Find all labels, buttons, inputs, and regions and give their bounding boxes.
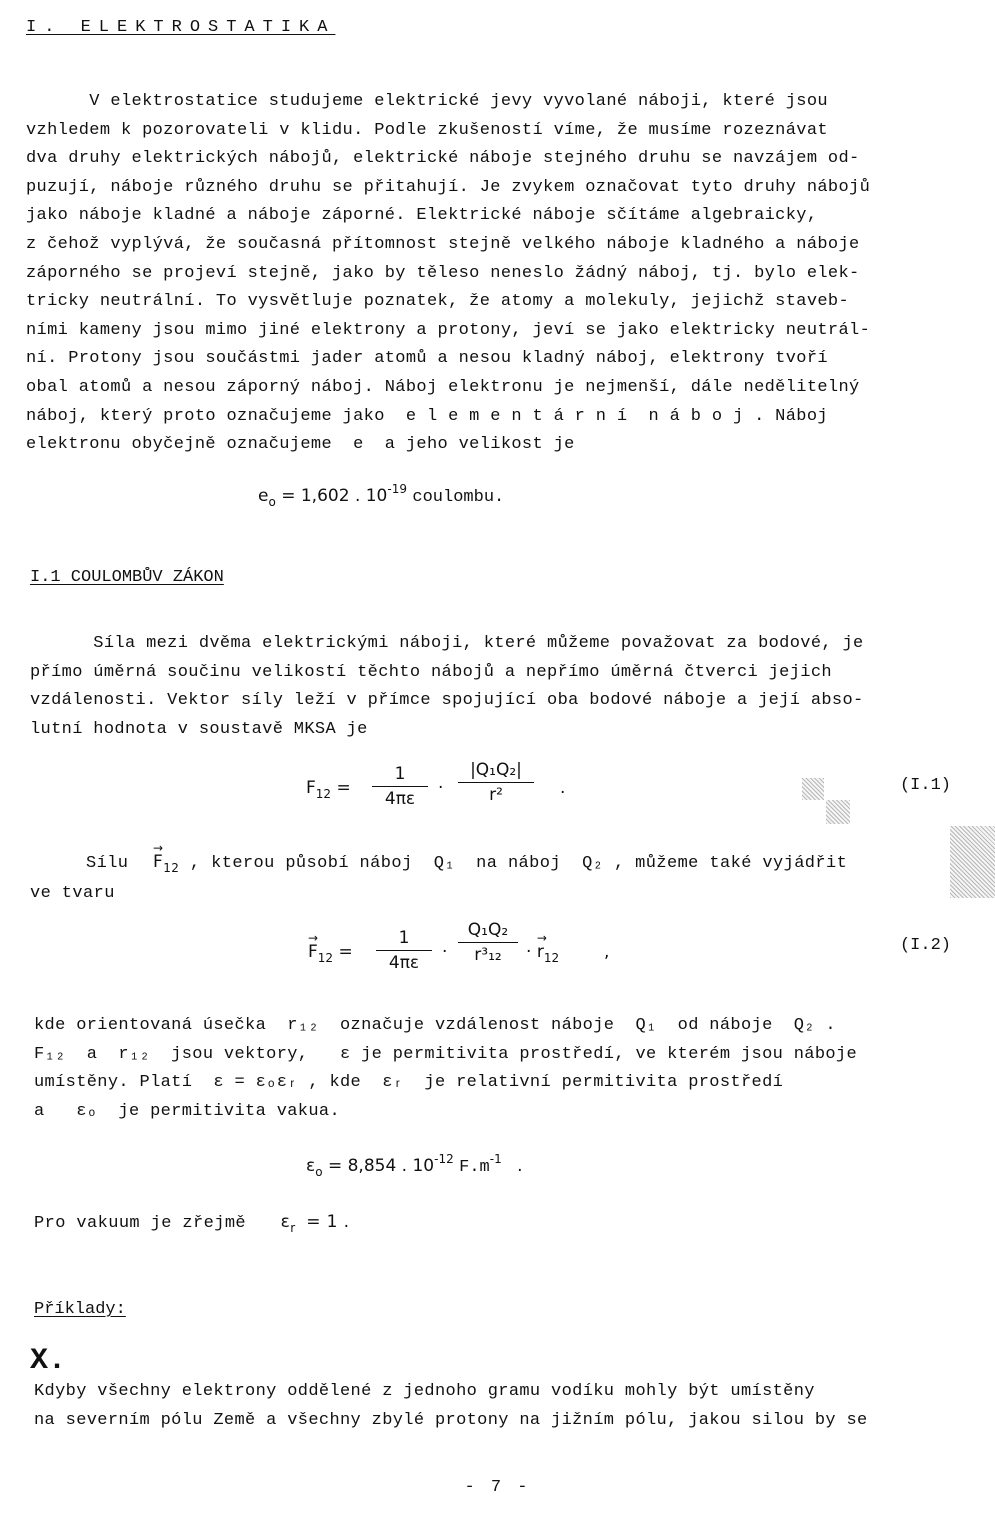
text-line: tricky neutrální. To vysvětluje poznatek, že atomy a molekuly, jejichž staveb- [26, 292, 850, 312]
text-line: kde orientovaná úsečka r₁₂ označuje vzdálenost náboje Q₁ od náboje Q₂ . [34, 1016, 836, 1035]
vacuum-statement: Pro vakuum je zřejmě $\varepsilon_r = 1$ . [34, 1212, 350, 1235]
examples-title: Příklady: [34, 1300, 126, 1319]
coulomb-paragraph [30, 630, 864, 744]
force-sentence: Sílu → $F_{12}$ , kterou působí náboj Q₁ na náboj Q₂ , můžeme také vyjádřit [86, 852, 847, 875]
eq1-label: (I.1) [899, 776, 951, 795]
text-line: vzdálenosti. Vektor síly leží v přímce spojující oba bodové náboje a její abso- [30, 691, 864, 711]
eq1-tail: . [560, 778, 566, 798]
text-line: Síla mezi dvěma elektrickými náboji, které můžeme považovat za bodové, je [30, 634, 864, 653]
text-line: vzhledem k pozorovateli v klidu. Podle zkušeností víme, že musíme rozeznávat [26, 120, 828, 140]
intro-paragraph [26, 88, 870, 460]
chapter-title: I. ELEKTROSTATIKA [26, 18, 336, 37]
text-line: elektronu obyčejně označujeme e a jeho velikost je [26, 435, 575, 455]
text-line: umístěny. Platí ε = εₒεᵣ , kde εᵣ je relativní permitivita prostředí [34, 1073, 784, 1093]
eq2-dot: · [442, 942, 448, 962]
definitions-paragraph [34, 1012, 857, 1126]
example-paragraph [34, 1378, 868, 1435]
text-line: F₁₂ a r₁₂ jsou vektory, ε je permitivita prostředí, ve kterém jsou náboje [34, 1044, 858, 1064]
eq1-fraction-1: $\frac{1}{4\pi\varepsilon}$ [372, 764, 428, 809]
eq1-dot: · [438, 778, 444, 798]
eq1-lhs: $F_{12}$ = [306, 778, 351, 801]
text-line: obal atomů a nesou záporný náboj. Náboj elektronu je nejmenší, dále nedělitelný [26, 377, 860, 397]
example-marker: X. [30, 1344, 67, 1378]
text-line: ními kameny jsou mimo jiné elektrony a protony, jeví se jako elektricky neutrál- [26, 320, 871, 340]
page-number: - 7 - [464, 1478, 531, 1497]
text-line: na severním pólu Země a všechny zbylé protony na jižním pólu, jakou silou by se [34, 1410, 868, 1430]
eq2-fraction-2: $\frac{\text{Q₁Q₂}}{\text{r³₁₂}}$ [458, 920, 518, 965]
text-line: jako náboje kladné a náboje záporné. Elektrické náboje sčítáme algebraicky, [26, 206, 818, 226]
force-sentence-cont: ve tvaru [30, 884, 115, 903]
scan-artifact [950, 826, 995, 898]
eq2-lhs: → $F_{12}$ = [308, 942, 353, 965]
equation-elementary-charge: $e_o = 1,602$ . $10^{-19}$ coulombu. [258, 482, 505, 509]
section-title: I.1 COULOMBŮV ZÁKON [30, 568, 224, 587]
text-line: a εₒ je permitivita vakua. [34, 1101, 340, 1121]
text-line: V elektrostatice studujeme elektrické jevy vyvolané náboji, které jsou [26, 92, 828, 111]
eq2-fraction-1: $\frac{1}{4\pi\varepsilon}$ [376, 928, 432, 973]
text-line: ní. Protony jsou součástmi jader atomů a nesou kladný náboj, elektrony tvoří [26, 349, 828, 369]
eq1-fraction-2: $\frac{\text{|Q₁Q₂|}}{\text{r²}}$ [458, 760, 534, 805]
text-line: puzují, náboje různého druhu se přitahují. Je zvykem označovat tyto druhy nábojů [26, 177, 871, 197]
text-line: záporného se projeví stejně, jako by těleso neneslo žádný náboj, tj. bylo elek- [26, 263, 860, 283]
scan-artifact [826, 800, 850, 824]
text-line: přímo úměrná součinu velikostí těchto nábojů a nepřímo úměrná čtverci jejich [30, 662, 832, 682]
eq2-tail-vector: · → $r_{12}$ [526, 942, 559, 965]
eq2-tail: , [604, 942, 610, 962]
scan-artifact [802, 778, 824, 800]
equation-vacuum-permittivity: $\varepsilon_o = 8,854$ . $10^{-12}$ $F.m^{-1}$ . [306, 1152, 523, 1179]
eq2-label: (I.2) [899, 936, 951, 955]
text-line: dva druhy elektrických nábojů, elektrické náboje stejného druhu se navzájem od- [26, 149, 860, 169]
text-line: lutní hodnota v soustavě MKSA je [30, 719, 368, 739]
text-line: náboj, který proto označujeme jako e l e m e n t á r n í n á b o j . Náboj [26, 406, 828, 426]
text-line: z čehož vyplývá, že současná přítomnost stejně velkého náboje kladného a náboje [26, 234, 860, 254]
text-line: Kdyby všechny elektrony oddělené z jednoho gramu vodíku mohly být umístěny [34, 1382, 815, 1401]
